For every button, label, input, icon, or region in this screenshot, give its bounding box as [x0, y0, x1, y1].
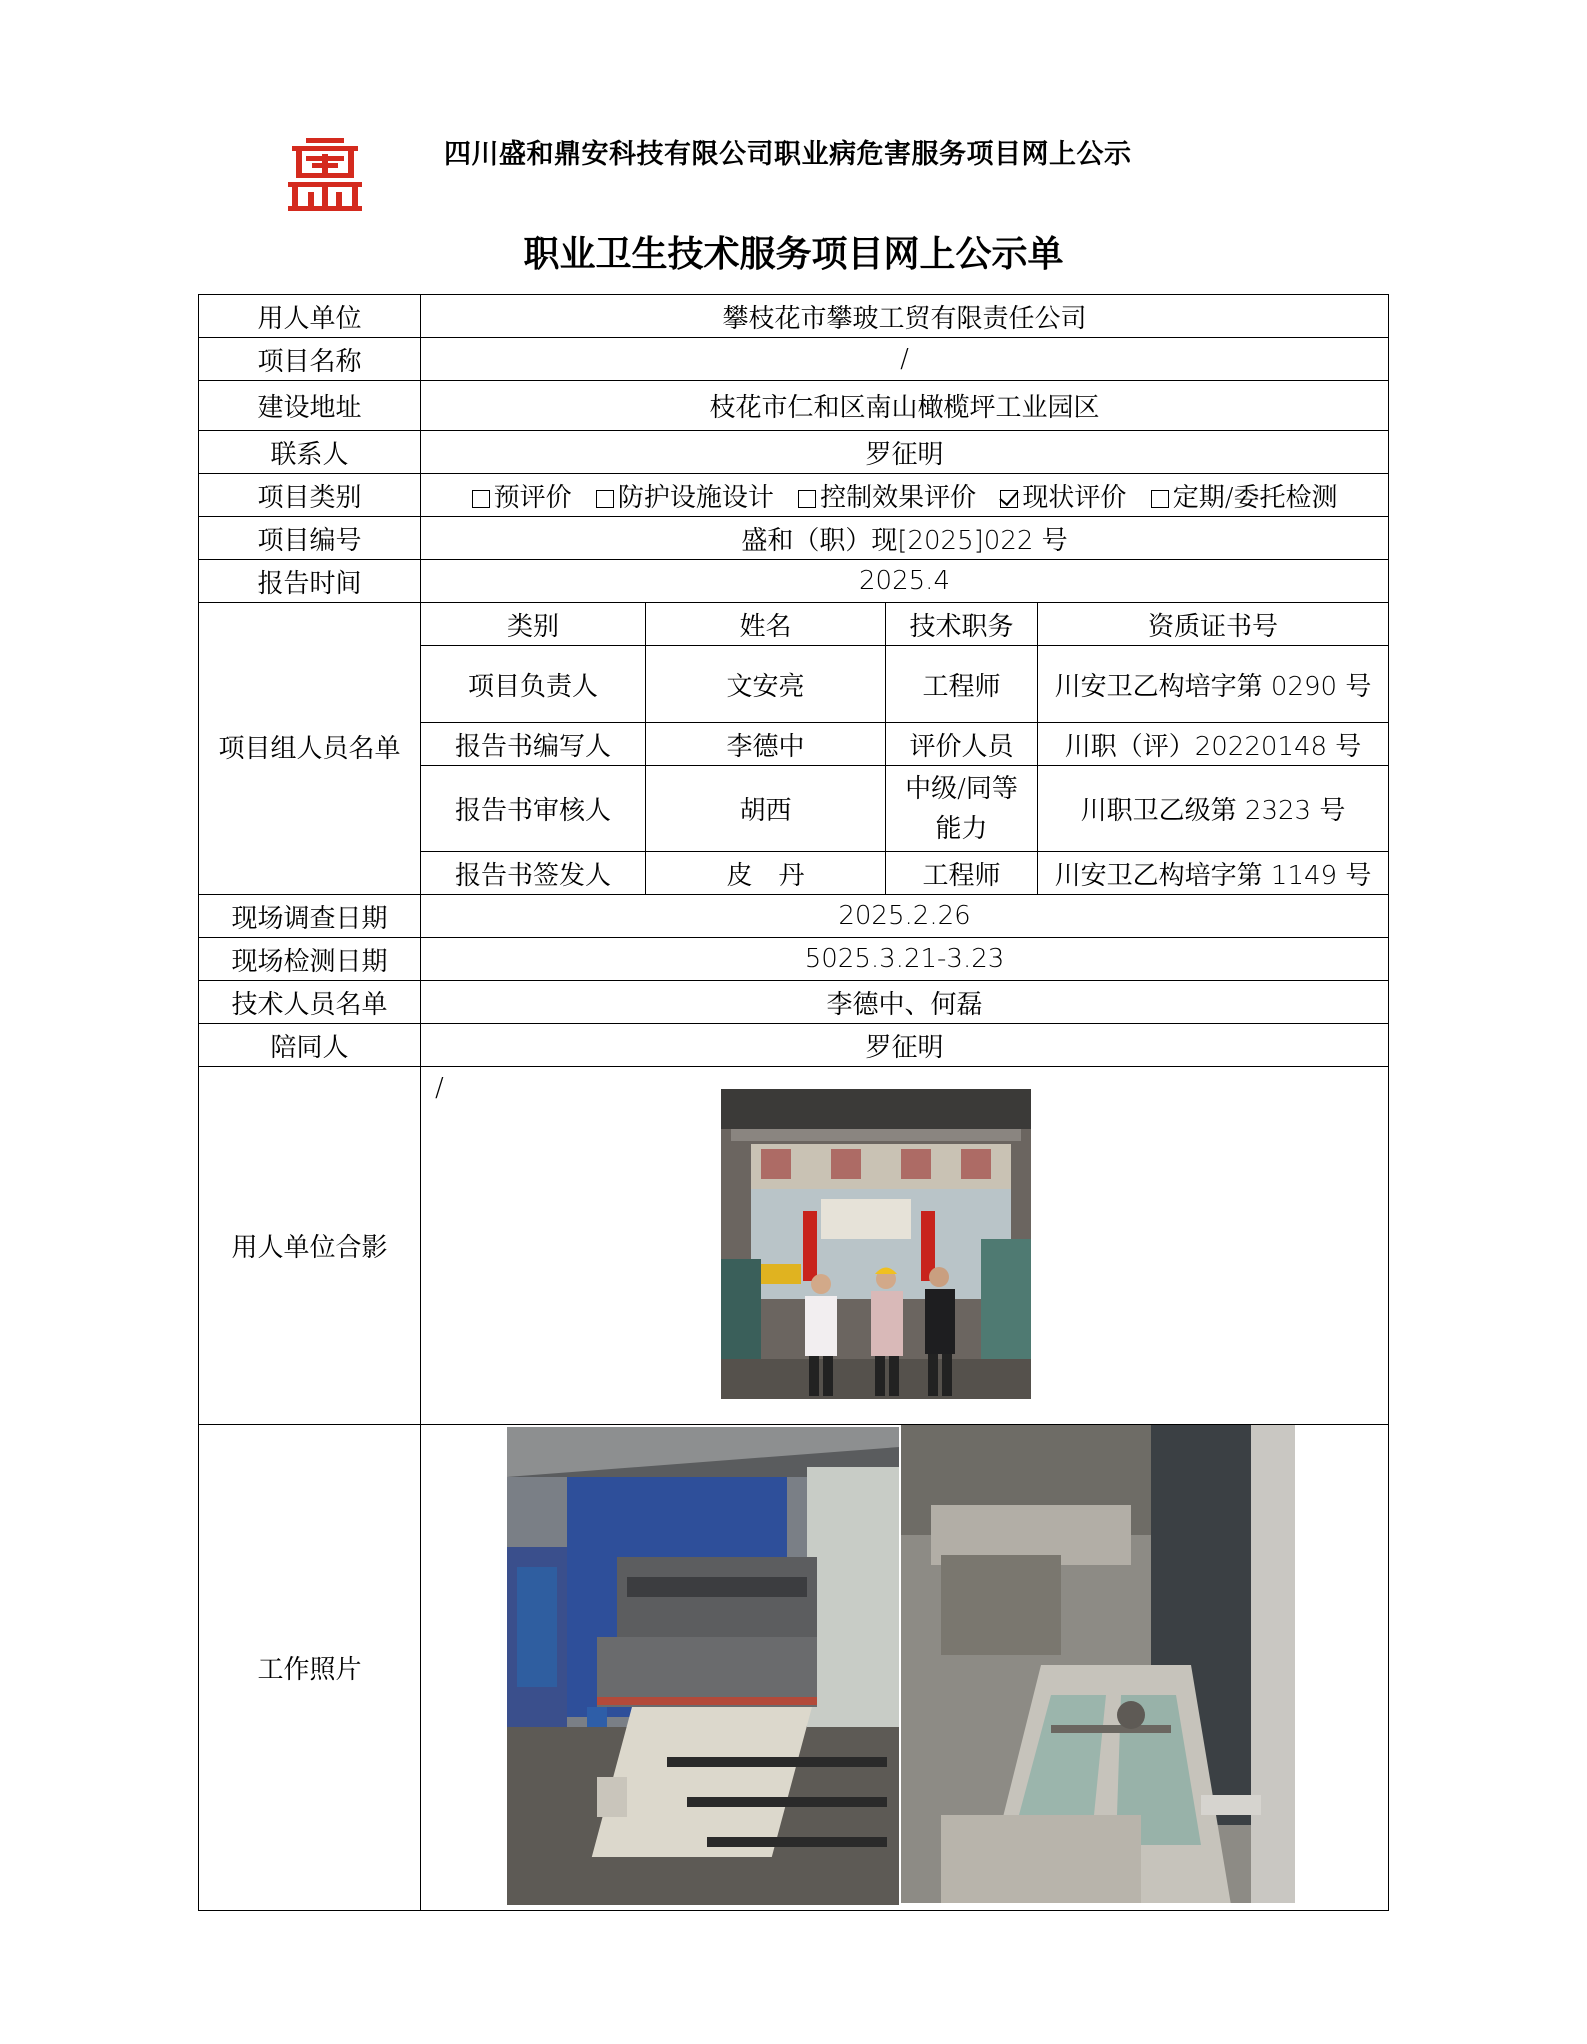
survey-date-label: 现场调查日期: [199, 895, 421, 938]
group-photo: [721, 1089, 1031, 1399]
technicians-label: 技术人员名单: [199, 981, 421, 1024]
work-photo-machine: [507, 1427, 899, 1905]
work-photo-label: 工作照片: [199, 1425, 421, 1911]
team-cell: 报告书签发人: [421, 852, 646, 895]
contact-value: 罗征明: [421, 431, 1389, 474]
document-title: 职业卫生技术服务项目网上公示单: [523, 233, 1064, 275]
team-cell: 报告书审核人: [421, 766, 646, 852]
address-label: 建设地址: [199, 381, 421, 431]
team-cell: 胡西: [646, 766, 886, 852]
category-label: 项目类别: [199, 474, 421, 517]
employer-value: 攀枝花市攀玻工贸有限责任公司: [421, 295, 1389, 338]
group-photo-cell: [421, 1067, 1389, 1425]
checkbox-icon: [596, 490, 614, 508]
company-logo: [286, 136, 364, 212]
escort-value: 罗征明: [421, 1024, 1389, 1067]
team-cell: 川职（评）20220148 号: [1038, 723, 1389, 766]
address-value: 枝花市仁和区南山橄榄坪工业园区: [421, 381, 1389, 431]
project-no-value: 盛和（职）现[2025]022 号: [421, 517, 1389, 560]
team-cell: 中级/同等能力: [886, 766, 1038, 852]
notice-table: [198, 294, 1389, 1911]
team-label-text: 项目组人员名单: [218, 733, 401, 764]
team-cell: 工程师: [886, 646, 1038, 723]
team-cell: 川安卫乙构培字第 0290 号: [1038, 646, 1389, 723]
report-time-value: 2025.4: [421, 560, 1389, 603]
company-notice-header: 四川盛和鼎安科技有限公司职业病危害服务项目网上公示: [444, 139, 1132, 170]
team-cell: 报告书编写人: [421, 723, 646, 766]
team-cell: 皮 丹: [646, 852, 886, 895]
team-cell: 评价人员: [886, 723, 1038, 766]
team-header-category: 类别: [421, 603, 646, 646]
category-option-periodic-testing[interactable]: [1151, 483, 1338, 513]
category-option-label: 定期/委托检测: [1172, 482, 1338, 513]
category-options: [421, 474, 1389, 517]
team-header-name: 姓名: [646, 603, 886, 646]
project-name-label: 项目名称: [199, 338, 421, 381]
report-time-label: 报告时间: [199, 560, 421, 603]
category-option-status-evaluation[interactable]: [1000, 483, 1126, 513]
category-option-protection-design[interactable]: [596, 483, 774, 513]
checkbox-icon: [1151, 490, 1169, 508]
group-photo-slash: /: [435, 1073, 444, 1103]
checkbox-icon: [472, 490, 490, 508]
category-option-label: 控制效果评价: [820, 482, 977, 513]
group-photo-label: 用人单位合影: [199, 1067, 421, 1425]
team-cell: 工程师: [886, 852, 1038, 895]
employer-label: 用人单位: [199, 295, 421, 338]
category-option-label: 现状评价: [1022, 482, 1127, 513]
work-photo-tank: [901, 1425, 1295, 1903]
checkbox-checked-icon: [1000, 490, 1018, 508]
survey-date-value: 2025.2.26: [421, 895, 1389, 938]
team-cell: 李德中: [646, 723, 886, 766]
team-cell: 文安亮: [646, 646, 886, 723]
team-label: [199, 603, 421, 895]
team-header-title: 技术职务: [886, 603, 1038, 646]
project-name-value: /: [421, 338, 1389, 381]
team-cell: 项目负责人: [421, 646, 646, 723]
team-cell: 川安卫乙构培字第 1149 号: [1038, 852, 1389, 895]
team-cell: 川职卫乙级第 2323 号: [1038, 766, 1389, 852]
team-header-certificate: 资质证书号: [1038, 603, 1389, 646]
category-option-control-effect[interactable]: [798, 483, 976, 513]
test-date-value: 5025.3.21-3.23: [421, 938, 1389, 981]
checkbox-icon: [798, 490, 816, 508]
category-option-label: 防护设施设计: [617, 482, 774, 513]
contact-label: 联系人: [199, 431, 421, 474]
category-option-label: 预评价: [493, 482, 572, 513]
test-date-label: 现场检测日期: [199, 938, 421, 981]
escort-label: 陪同人: [199, 1024, 421, 1067]
category-option-pre-evaluation[interactable]: [472, 483, 572, 513]
project-no-label: 项目编号: [199, 517, 421, 560]
technicians-value: 李德中、何磊: [421, 981, 1389, 1024]
work-photo-cell: [421, 1425, 1389, 1911]
